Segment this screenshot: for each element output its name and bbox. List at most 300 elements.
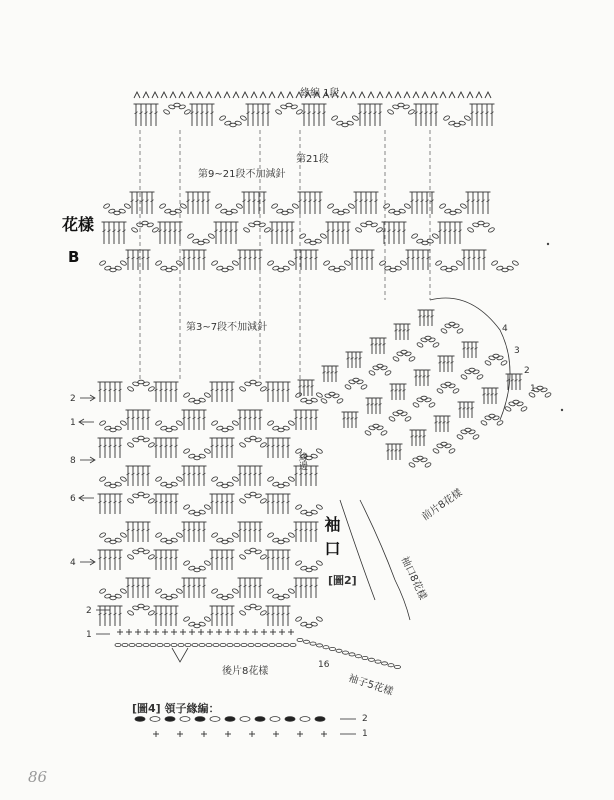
chain-stitch [267,476,274,482]
pattern-b-title: 花樣 [62,215,95,234]
chain-stitch [323,260,330,266]
chain-stitch [160,482,167,487]
chain-stitch [401,350,407,354]
chain-stitch [283,643,289,646]
chain-stitch [216,266,223,271]
chain-stitch [428,402,435,408]
fig2-label: [圖2] [328,574,357,587]
chain-stitch [300,398,307,403]
chain-stitch [451,266,458,271]
picot-stitch [422,92,428,98]
chain-stitch [448,448,455,454]
chain-stitch [188,622,195,627]
picot-stitch [269,92,275,98]
chain-stitch [395,665,401,668]
chain-stitch [432,342,439,348]
chain-stitch [456,434,463,440]
collar-stitch [150,717,160,722]
collar-stitch [225,717,235,722]
chain-stitch [184,109,191,115]
chain-stitch [373,424,379,428]
chain-stitch [496,266,503,271]
chain-stitch [148,610,155,616]
chain-stitch [176,588,183,594]
chain-stitch [272,426,279,431]
chain-stitch [176,420,183,426]
chain-stitch [408,109,415,115]
chain-stitch [224,121,231,126]
chain-stitch [295,616,302,622]
chain-stitch [103,203,110,209]
chain-stitch [208,233,215,239]
chain-stitch [143,643,149,646]
chain-stitch [500,360,507,366]
chain-stitch [432,233,439,239]
chain-stitch [384,370,391,376]
chain-stitch [348,203,355,209]
chain-stitch [344,260,351,266]
picot-stitch [278,92,284,98]
chain-stitch [244,437,251,442]
chain-stitch [262,643,268,646]
collar-stitch [300,717,310,722]
chain-stitch [176,532,183,538]
chain-stitch [347,121,354,126]
chain-stitch [204,616,211,622]
chain-stitch [344,384,351,390]
chain-stitch [155,476,162,482]
chain-stitch [220,643,226,646]
chain-stitch [272,266,279,271]
sleeve-cuff-8-label: 袖口8花樣 [398,555,429,602]
picot-stitch [350,92,356,98]
chain-stitch [183,616,190,622]
chain-stitch [143,549,150,554]
chain-stitch [115,482,122,487]
chain-stitch [295,392,302,398]
row-number-left: 2 [70,394,76,404]
picot-stitch [188,92,194,98]
chain-stitch [155,420,162,426]
chain-stitch [239,498,246,504]
chain-stitch [472,434,479,440]
chain-stitch [272,594,279,599]
chain-stitch [408,462,415,468]
chain-stitch [241,643,247,646]
picot-stitch [359,92,365,98]
chain-stitch [352,115,359,121]
row-number-right: 1 [530,384,536,394]
rows-3-7-note: 第3~7段不加減針 [186,322,268,333]
chain-stitch [132,493,139,498]
chain-stitch [343,209,350,214]
chain-stitch [472,222,479,227]
cuff-title: 袖口 [322,516,341,564]
chain-stitch [320,233,327,239]
chain-stitch [260,386,267,392]
chain-stitch [216,426,223,431]
chain-stitch [120,420,127,426]
chain-stitch [297,638,303,641]
chain-stitch [99,420,106,426]
chain-stitch [327,203,334,209]
chain-stitch [537,386,543,390]
chain-stitch [267,532,274,538]
collar-stitch [270,717,280,722]
chain-stitch [244,549,251,554]
chain-stitch [300,510,307,515]
chain-stitch [132,381,139,386]
chain-stitch [448,121,455,126]
chain-stitch [164,643,170,646]
chain-stitch [404,203,411,209]
chain-stitch [440,266,447,271]
chain-stitch [171,643,177,646]
chain-stitch [248,643,254,646]
page-number: 86 [28,768,48,786]
chain-stitch [119,209,126,214]
chain-stitch [512,260,519,266]
chain-stitch [404,416,411,422]
chain-stitch [122,643,128,646]
chain-stitch [349,653,355,656]
chain-stitch [120,588,127,594]
picot-stitch [161,92,167,98]
chain-stitch [493,354,499,358]
chain-stitch [159,203,166,209]
chain-stitch [206,643,212,646]
rows-9-21-note: 第9~21段不加減針 [198,169,286,180]
chain-stitch [332,209,339,214]
row-number-left: 4 [70,558,76,568]
chain-stitch [392,356,399,362]
chain-stitch [513,400,519,404]
row-number-left: 8 [70,456,76,466]
chain-stitch [292,203,299,209]
chain-stitch [369,658,375,661]
chain-stitch [127,442,134,448]
chain-stitch [120,260,127,266]
chain-stitch [467,227,474,233]
chain-stitch [484,360,491,366]
picot-stitch [449,92,455,98]
chain-stitch [316,448,323,454]
chain-stitch [353,378,359,382]
chain-stitch [432,448,439,454]
chain-stitch [276,209,283,214]
chain-stitch [311,566,318,571]
chain-stitch [199,398,206,403]
picot-stitch [440,92,446,98]
chain-stitch [356,655,362,658]
chain-stitch [183,560,190,566]
row-number-left: 2 [86,606,92,616]
chain-stitch [310,642,316,645]
chain-stitch [171,266,178,271]
picot-stitch [368,92,374,98]
chain-stitch [412,402,419,408]
chain-stitch [395,266,402,271]
picot-stitch [170,92,176,98]
chain-stitch [316,504,323,510]
chain-stitch [271,203,278,209]
chain-stitch [244,381,251,386]
chain-stitch [150,643,156,646]
chain-stitch [403,104,410,109]
chain-stitch [452,388,459,394]
chain-stitch [456,260,463,266]
chain-stitch [178,643,184,646]
chain-stitch [388,664,394,667]
chain-stitch [157,643,163,646]
margin-dot [547,243,549,245]
chain-stitch [488,227,495,233]
margin-dot [561,409,563,411]
chain-stitch [267,420,274,426]
chain-stitch [188,566,195,571]
chain-stitch [171,482,178,487]
picot-stitch [233,92,239,98]
chain-stitch [180,203,187,209]
chain-stitch [360,384,367,390]
chain-stitch [364,430,371,436]
picot-stitch [197,92,203,98]
chain-stitch [320,398,327,404]
chain-stitch [199,454,206,459]
chain-stitch [323,646,329,649]
chain-stitch [227,643,233,646]
picot-stitch [377,92,383,98]
chain-stitch [267,588,274,594]
chain-stitch [387,109,394,115]
chain-stitch [239,386,246,392]
chain-stitch [311,398,318,403]
chain-stitch [392,104,399,109]
row-number-left: 6 [70,494,76,504]
chain-stitch [120,476,127,482]
chain-stitch [295,504,302,510]
chain-stitch [164,209,171,214]
chain-stitch [260,498,267,504]
chain-stitch [219,115,226,121]
chain-stitch [216,482,223,487]
chain-stitch [300,622,307,627]
picot-stitch [341,92,347,98]
chain-stitch [232,532,239,538]
chain-stitch [239,554,246,560]
edge-vertical-label: 緣邊 [297,452,307,470]
collar-stitch [165,717,175,722]
chain-stitch [255,437,262,442]
chain-stitch [183,392,190,398]
chain-stitch [239,610,246,616]
chain-stitch [436,388,443,394]
chain-stitch [469,368,475,372]
chain-stitch [288,420,295,426]
chain-stitch [175,209,182,214]
chain-stitch [148,386,155,392]
chain-stitch [375,660,381,663]
chain-stitch [188,454,195,459]
chain-stitch [449,322,455,326]
chain-stitch [339,266,346,271]
row-number-left: 1 [70,418,76,428]
chain-stitch [199,566,206,571]
chain-stitch [227,482,234,487]
chain-stitch [231,209,238,214]
chain-stitch [227,426,234,431]
chain-stitch [445,382,451,386]
picot-stitch [143,92,149,98]
chain-stitch [311,510,318,515]
chain-stitch [199,622,206,627]
chain-stitch [336,398,343,404]
chain-stitch [272,538,279,543]
collar-stitch [315,717,325,722]
chain-stitch [520,406,527,412]
chain-stitch [192,643,198,646]
picot-stitch [260,92,266,98]
row-number-bottom: 16 [318,660,330,670]
chain-stitch [213,643,219,646]
chain-stitch [480,420,487,426]
chain-stitch [216,538,223,543]
chain-stitch [255,549,262,554]
chain-stitch [444,209,451,214]
chain-stitch [336,649,342,652]
sleeve-5-label: 袖子5花樣 [346,673,395,698]
row-21-label: 第21段 [296,154,329,165]
chain-stitch [199,510,206,515]
chain-stitch [234,643,240,646]
chain-stitch [104,266,111,271]
chain-stitch [183,448,190,454]
chain-stitch [220,209,227,214]
chain-stitch [127,554,134,560]
chain-stitch [143,437,150,442]
chain-stitch [496,420,503,426]
chain-stitch [377,364,383,368]
chain-stitch [440,328,447,334]
chain-stitch [255,605,262,610]
chain-stitch [227,594,234,599]
chain-stitch [243,227,250,233]
chain-stitch [311,622,318,627]
chain-stitch [283,538,290,543]
chain-stitch [300,566,307,571]
chain-stitch [104,538,111,543]
chain-stitch [276,643,282,646]
picot-stitch [467,92,473,98]
chain-stitch [216,594,223,599]
chain-stitch [152,227,159,233]
chain-stitch [160,538,167,543]
chain-stitch [504,406,511,412]
chain-stitch [204,560,211,566]
chain-stitch [455,209,462,214]
chain-stitch [248,222,255,227]
chain-stitch [425,336,431,340]
chain-stitch [408,356,415,362]
chain-stitch [269,643,275,646]
chain-stitch [188,510,195,515]
chain-stitch [160,594,167,599]
row-number-right: 4 [502,324,508,334]
chain-stitch [160,426,167,431]
edge-row-1-label: 緣編 1段 [300,88,340,99]
picot-stitch [386,92,392,98]
chain-stitch [232,588,239,594]
chain-stitch [315,239,322,244]
chain-stitch [295,560,302,566]
chain-stitch [215,203,222,209]
picot-stitch [431,92,437,98]
start-mark [172,648,188,662]
chain-stitch [192,239,199,244]
chain-stitch [316,616,323,622]
fig4-title: [圖4] 領子緣編： [132,702,220,715]
picot-stitch [179,92,185,98]
chain-stitch [148,554,155,560]
chain-stitch [185,643,191,646]
chain-stitch [272,482,279,487]
row-number-left: 1 [86,630,92,640]
chain-stitch [343,651,349,654]
chain-stitch [211,260,218,266]
chain-stitch [255,643,261,646]
collar-stitch [195,717,205,722]
chain-stitch [211,420,218,426]
chain-stitch [304,239,311,244]
chain-stitch [127,610,134,616]
chain-stitch [368,370,375,376]
chain-stitch [483,222,490,227]
chain-stitch [211,532,218,538]
chain-stitch [143,605,150,610]
chain-stitch [148,442,155,448]
picot-stitch [215,92,221,98]
chain-stitch [132,437,139,442]
chain-stitch [99,260,106,266]
chain-stitch [316,392,323,398]
chain-stitch [127,498,134,504]
chain-stitch [331,115,338,121]
chain-stitch [456,328,463,334]
chain-stitch [232,476,239,482]
chain-stitch [382,662,388,665]
chain-stitch [275,109,282,115]
chain-stitch [244,493,251,498]
chain-stitch [131,227,138,233]
chain-stitch [136,643,142,646]
chain-stitch [360,222,367,227]
chain-stitch [204,504,211,510]
chain-stitch [163,109,170,115]
chain-stitch [204,392,211,398]
chain-stitch [104,482,111,487]
chain-stitch [328,266,335,271]
chain-stitch [290,643,296,646]
chain-stitch [411,233,418,239]
chain-stitch [330,647,336,650]
chain-stitch [544,392,551,398]
chain-stitch [489,414,495,418]
chain-stitch [203,239,210,244]
chain-stitch [176,260,183,266]
chain-stitch [439,203,446,209]
chain-stitch [288,260,295,266]
chain-stitch [260,554,267,560]
